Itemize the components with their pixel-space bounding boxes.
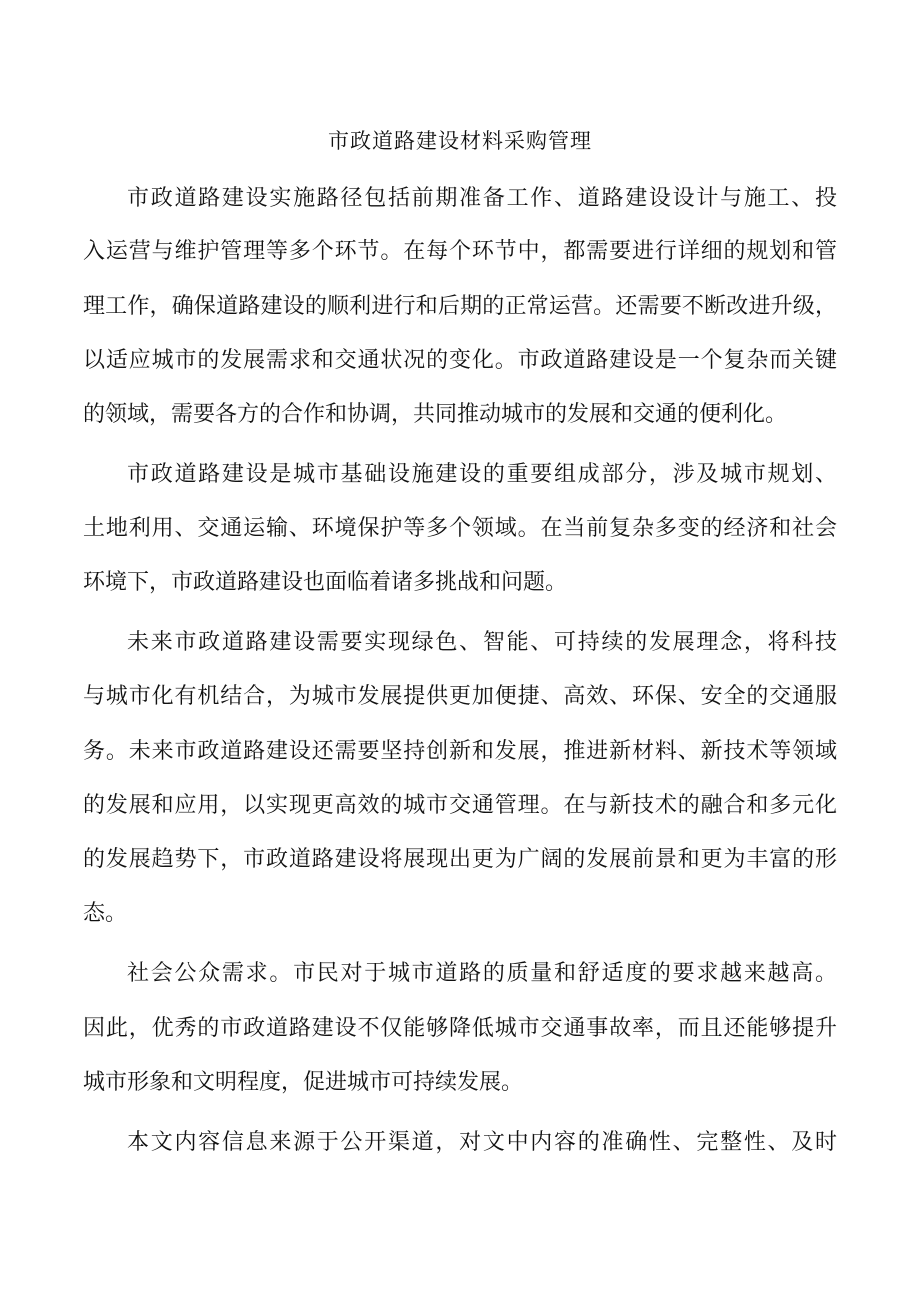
paragraph-4-line-3: 城市形象和文明程度，促进城市可持续发展。 [83, 1070, 524, 1095]
paragraph-5-line-1: 本文内容信息来源于公开渠道，对文中内容的准确性、完整性、及时 [127, 1130, 837, 1155]
paragraph-1-line-5: 的领域，需要各方的合作和协调，共同推动城市的发展和交通的便利化。 [83, 402, 788, 427]
paragraph-3-line-6: 态。 [83, 901, 128, 926]
paragraph-3-line-5: 的发展趋势下，市政道路建设将展现出更为广阔的发展前景和更为丰富的形 [83, 847, 837, 872]
paragraph-1-line-2: 入运营与维护管理等多个环节。在每个环节中，都需要进行详细的规划和管 [83, 239, 837, 264]
document-title: 市政道路建设材料采购管理 [328, 129, 592, 153]
paragraph-2-line-2: 土地利用、交通运输、环境保护等多个领域。在当前复杂多变的经济和社会 [83, 516, 837, 541]
paragraph-3-line-3: 务。未来市政道路建设还需要坚持创新和发展，推进新材料、新技术等领域 [83, 739, 837, 764]
paragraph-1-line-3: 理工作，确保道路建设的顺利进行和后期的正常运营。还需要不断改进升级， [83, 294, 837, 319]
paragraph-3-line-2: 与城市化有机结合，为城市发展提供更加便捷、高效、环保、安全的交通服 [83, 684, 837, 709]
paragraph-3-line-1: 未来市政道路建设需要实现绿色、智能、可持续的发展理念，将科技 [127, 630, 837, 655]
paragraph-2-line-1: 市政道路建设是城市基础设施建设的重要组成部分，涉及城市规划、 [127, 462, 837, 487]
paragraph-1-line-1: 市政道路建设实施路径包括前期准备工作、道路建设设计与施工、投 [127, 186, 837, 211]
paragraph-2-line-3: 环境下，市政道路建设也面临着诸多挑战和问题。 [83, 570, 568, 595]
paragraph-3-line-4: 的发展和应用，以实现更高效的城市交通管理。在与新技术的融合和多元化 [83, 793, 837, 818]
paragraph-4-line-1: 社会公众需求。市民对于城市道路的质量和舒适度的要求越来越高。 [127, 961, 837, 986]
paragraph-4-line-2: 因此，优秀的市政道路建设不仅能够降低城市交通事故率，而且还能够提升 [83, 1016, 837, 1041]
paragraph-1-line-4: 以适应城市的发展需求和交通状况的变化。市政道路建设是一个复杂而关键 [83, 348, 837, 373]
